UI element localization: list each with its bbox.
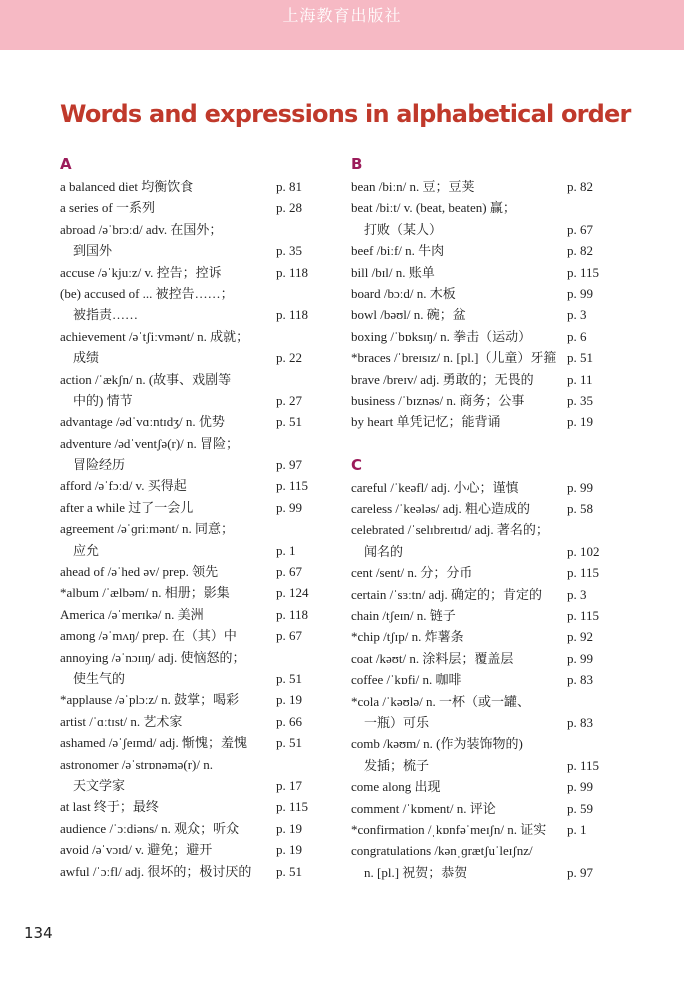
entry-text: a series of 一系列 [60,200,155,216]
entry-text: bill /bɪl/ n. 账单 [351,264,435,280]
entry-text: adventure /ədˈventʃə(r)/ n. 冒险； [60,435,240,451]
entry-page-ref: p. 92 [567,629,593,645]
entry-continuation-line [60,347,315,368]
glossary-entry [60,411,315,432]
entry-text: chain /tʃeɪn/ n. 链子 [351,608,456,624]
entry-headword-line [60,732,315,753]
entry-text: 闻名的 [364,543,404,559]
entry-page-ref: p. 19 [276,692,302,708]
entry-headword-line [60,689,315,710]
entry-page-ref: p. 115 [567,565,600,581]
glossary-entry [351,498,611,519]
entry-text: beef /biːf/ n. 牛肉 [351,243,445,259]
entry-page-ref: p. 102 [567,543,600,559]
entry-text: agreement /əˈɡriːmənt/ n. 同意； [60,521,235,537]
entry-page-ref: p. 97 [276,457,302,473]
entry-headword-line [60,518,315,539]
glossary-entry [351,648,611,669]
glossary-entry [351,369,611,390]
entry-headword-line [60,475,315,496]
entry-page-ref: p. 11 [567,371,593,387]
glossary-entry [351,840,611,883]
glossary-entry [60,283,315,326]
entry-text: *confirmation /ˌkɒnfəˈmeɪʃn/ n. 证实 [351,821,547,837]
entry-text: *applause /əˈplɔːz/ n. 鼓掌；喝彩 [60,692,240,708]
entry-page-ref: p. 99 [567,650,593,666]
entry-text: ahead of /əˈhed əv/ prep. 领先 [60,564,219,580]
glossary-entry [351,691,611,734]
glossary-entry [60,796,315,817]
glossary-entry [60,262,315,283]
entry-text: action /ˈækʃn/ n. (故事、戏剧等 [60,371,232,387]
entry-headword-line [60,818,315,839]
entry-text: 应允 [73,542,100,558]
entry-continuation-line [351,219,611,240]
entry-page-ref: p. 118 [276,307,309,323]
entry-headword-line [351,691,611,712]
entry-text: 冒险经历 [73,457,126,473]
entry-headword-line [351,369,611,390]
entry-headword-line [60,219,315,240]
glossary-entry [351,733,611,776]
entry-headword-line [60,369,315,390]
entry-headword-line [60,561,315,582]
entry-page-ref: p. 118 [276,606,309,622]
column-right [351,152,611,883]
entry-continuation-line [60,775,315,796]
section-letter: B [351,155,363,173]
entry-page-ref: p. 81 [276,179,302,194]
entry-page-ref: p. 35 [567,392,593,408]
entry-page-ref: p. 82 [567,179,593,194]
entry-headword-line [351,240,611,261]
entry-headword-line [351,819,611,840]
entry-page-ref: p. 19 [276,842,302,858]
glossary-entry [351,477,611,498]
entry-text: brave /breɪv/ adj. 勇敢的；无畏的 [351,371,534,387]
entry-page-ref: p. 1 [567,821,587,837]
entry-headword-line [60,647,315,668]
glossary-entry [351,347,611,368]
entry-page-ref: p. 124 [276,585,309,601]
entry-page-ref: p. 99 [567,479,593,495]
entry-text: a balanced diet 均衡饮食 [60,179,194,194]
entry-text: beat /biːt/ v. (beat, beaten) 赢； [351,200,516,216]
entry-text: come along 出现 [351,779,441,795]
entry-text: careless /ˈkeələs/ adj. 粗心造成的 [351,501,531,517]
glossary-entry [351,562,611,583]
entry-headword-line [351,562,611,583]
glossary-entry [60,518,315,561]
entry-headword-line [351,326,611,347]
page-title: Words and expressions in alphabetical order [60,100,631,128]
entry-headword-line [351,626,611,647]
entry-page-ref: p. 51 [276,414,302,430]
glossary-entry [351,240,611,261]
entry-headword-line [60,197,315,218]
entry-page-ref: p. 19 [567,414,593,430]
entry-continuation-line [60,668,315,689]
page-number: 134 [24,924,53,942]
entry-text: America /əˈmerɪkə/ n. 美洲 [60,606,204,622]
glossary-entry [60,369,315,412]
entry-text: advantage /ədˈvɑːntɪdʒ/ n. 优势 [60,414,225,430]
entry-headword-line [351,411,611,432]
entry-text: board /bɔːd/ n. 木板 [351,285,456,301]
entry-headword-line [351,197,611,218]
entry-headword-line [60,433,315,454]
entry-text: 天文学家 [73,777,126,793]
entry-continuation-line [351,712,611,733]
glossary-entry [351,262,611,283]
entry-headword-line [351,648,611,669]
glossary-entry [351,304,611,325]
entry-page-ref: p. 51 [567,350,593,366]
glossary-entry [60,604,315,625]
entry-text: bowl /bəʊl/ n. 碗；盆 [351,307,466,323]
glossary-entry [60,475,315,496]
entry-headword-line [60,411,315,432]
entry-page-ref: p. 1 [276,542,296,558]
glossary-entry [351,197,611,240]
entry-page-ref: p. 6 [567,328,587,344]
entry-text: 到国外 [73,243,113,259]
entry-headword-line [60,283,315,304]
entry-page-ref: p. 99 [567,779,593,795]
entry-text: bean /biːn/ n. 豆；豆荚 [351,179,475,194]
entry-headword-line [60,326,315,347]
entry-headword-line [351,498,611,519]
entry-page-ref: p. 115 [567,264,600,280]
entry-text: ashamed /əˈʃeɪmd/ adj. 惭愧；羞愧 [60,735,248,751]
entry-text: boxing /ˈbɒksɪŋ/ n. 拳击（运动） [351,328,532,344]
glossary-entry [60,197,315,218]
entry-text: 被指责…… [73,307,139,323]
entry-page-ref: p. 67 [567,221,593,237]
glossary-entry [60,582,315,603]
entry-text: *cola /ˈkəʊlə/ n. 一杯（或一罐、 [351,693,530,709]
entry-headword-line [351,840,611,861]
entry-page-ref: p. 115 [276,799,309,815]
entry-text: 使生气的 [73,670,126,686]
entry-text: annoying /əˈnɔɪɪŋ/ adj. 使恼怒的； [60,649,246,665]
entry-page-ref: p. 118 [276,264,309,280]
entry-text: coat /kəʊt/ n. 涂料层；覆盖层 [351,650,514,666]
entry-headword-line [351,669,611,690]
entry-text: 打败（某人） [364,221,443,237]
entry-headword-line [351,519,611,540]
entry-page-ref: p. 99 [276,499,302,515]
entry-text: after a while 过了一会儿 [60,499,194,515]
entry-text: *chip /tʃɪp/ n. 炸薯条 [351,629,464,645]
entry-continuation-line [60,304,315,325]
glossary-entry [60,861,315,882]
entry-page-ref: p. 99 [567,285,593,301]
entry-headword-line [60,497,315,518]
glossary-entry [351,626,611,647]
entry-page-ref: p. 59 [567,800,593,816]
section-letter: A [60,155,72,173]
glossary-entry [60,754,315,797]
entry-text: (be) accused of ... 被控告……； [60,285,234,301]
entry-page-ref: p. 27 [276,392,302,408]
entry-text: abroad /əˈbrɔːd/ adv. 在国外； [60,221,223,237]
glossary-entry [60,839,315,860]
entry-text: artist /ˈɑːtɪst/ n. 艺术家 [60,713,183,729]
glossary-entry [351,605,611,626]
entry-page-ref: p. 17 [276,777,302,793]
entry-text: afford /əˈfɔːd/ v. 买得起 [60,478,187,494]
entry-page-ref: p. 67 [276,628,302,644]
entry-headword-line [60,582,315,603]
section-gap [351,433,611,453]
glossary-entry [60,818,315,839]
entry-headword-line [351,477,611,498]
entry-headword-line [351,605,611,626]
entry-page-ref: p. 22 [276,350,302,366]
entry-text: cent /sent/ n. 分；分币 [351,565,473,581]
entry-page-ref: p. 66 [276,713,302,729]
section-letter: C [351,455,363,474]
entry-page-ref: p. 51 [276,863,302,879]
glossary-entry [60,647,315,690]
entry-text: n. [pl.] 祝贺；恭贺 [364,864,468,880]
entry-text: by heart 单凭记忆；能背诵 [351,414,501,430]
entry-text: awful /ˈɔːfl/ adj. 很坏的；极讨厌的 [60,863,252,879]
entry-page-ref: p. 3 [567,307,587,323]
entry-headword-line [351,347,611,368]
entry-headword-line [60,262,315,283]
entry-text: celebrated /ˈselɪbreɪtɪd/ adj. 著名的； [351,522,549,538]
glossary-entry [60,711,315,732]
entry-headword-line [351,776,611,797]
entry-headword-line [351,304,611,325]
entry-text: comb /kəʊm/ n. (作为装饰物的) [351,736,523,752]
glossary-entry [351,798,611,819]
entry-text: astronomer /əˈstrɒnəmə(r)/ n. [60,756,213,772]
entry-continuation-line [351,541,611,562]
glossary-entry [60,433,315,476]
entry-text: achievement /əˈtʃiːvmənt/ n. 成就； [60,328,250,344]
entry-page-ref: p. 28 [276,200,302,216]
glossary-entry [351,326,611,347]
entry-page-ref: p. 97 [567,864,593,880]
entry-text: 一瓶）可乐 [364,714,430,730]
glossary-entry [60,561,315,582]
entry-headword-line [351,584,611,605]
entry-headword-line [351,733,611,754]
entry-headword-line [351,390,611,411]
entry-headword-line [60,711,315,732]
glossary-entry [60,176,315,197]
entry-page-ref: p. 35 [276,243,302,259]
entry-page-ref: p. 115 [567,757,600,773]
entry-continuation-line [60,240,315,261]
entry-text: 发插；梳子 [364,757,430,773]
entry-text: coffee /ˈkɒfi/ n. 咖啡 [351,672,462,688]
entry-text: certain /ˈsɜːtn/ adj. 确定的；肯定的 [351,586,543,602]
entry-headword-line [351,283,611,304]
entry-headword-line [60,604,315,625]
glossary-entry [351,519,611,562]
entry-page-ref: p. 115 [567,608,600,624]
entry-text: among /əˈmʌŋ/ prep. 在（其）中 [60,628,237,644]
entry-text: accuse /əˈkjuːz/ v. 控告；控诉 [60,264,222,280]
entry-continuation-line [60,454,315,475]
entry-headword-line [60,861,315,882]
glossary-entry [60,732,315,753]
entry-headword-line [351,176,611,197]
entry-headword-line [351,798,611,819]
entry-page-ref: p. 51 [276,735,302,751]
entry-headword-line [60,796,315,817]
entry-page-ref: p. 51 [276,670,302,686]
glossary-entry [351,411,611,432]
entry-text: congratulations /kənˌɡrætʃuˈleɪʃnz/ [351,843,533,859]
entry-text: avoid /əˈvɔɪd/ v. 避免；避开 [60,842,213,858]
glossary-entry [351,776,611,797]
entry-text: *album /ˈælbəm/ n. 相册；影集 [60,585,230,601]
entry-text: 成绩 [73,350,100,366]
entry-text: *braces /ˈbreɪsɪz/ n. [pl.]（儿童）牙箍 [351,350,557,366]
glossary-entry [60,219,315,262]
glossary-entry [351,390,611,411]
glossary-entry [351,669,611,690]
entry-page-ref: p. 83 [567,672,593,688]
entry-continuation-line [351,755,611,776]
entry-page-ref: p. 3 [567,586,587,602]
glossary-entry [60,497,315,518]
glossary-entry [351,584,611,605]
entry-text: careful /ˈkeəfl/ adj. 小心；谨慎 [351,479,519,495]
entry-headword-line [351,262,611,283]
entry-page-ref: p. 83 [567,714,593,730]
glossary-entry [60,689,315,710]
entry-text: audience /ˈɔːdiəns/ n. 观众；听众 [60,820,240,836]
glossary-entry [60,625,315,646]
entry-page-ref: p. 19 [276,820,302,836]
entry-text: 中的) 情节 [73,392,133,408]
glossary-entry [351,283,611,304]
entry-continuation-line [60,390,315,411]
entry-text: business /ˈbɪznəs/ n. 商务；公事 [351,392,525,408]
entry-continuation-line [60,540,315,561]
entry-page-ref: p. 58 [567,501,593,517]
entry-headword-line [60,839,315,860]
glossary-entry [351,819,611,840]
entry-continuation-line [351,862,611,883]
column-left [60,152,315,882]
glossary-entry [351,176,611,197]
entry-text: comment /ˈkɒment/ n. 评论 [351,800,496,816]
glossary-entry [60,326,315,369]
entry-text: at last 终于；最终 [60,799,159,815]
entry-page-ref: p. 115 [276,478,309,494]
entry-page-ref: p. 67 [276,564,302,580]
entry-headword-line [60,625,315,646]
entry-headword-line [60,754,315,775]
publisher-name: 上海教育出版社 [282,6,402,25]
entry-page-ref: p. 82 [567,243,593,259]
entry-headword-line [60,176,315,197]
